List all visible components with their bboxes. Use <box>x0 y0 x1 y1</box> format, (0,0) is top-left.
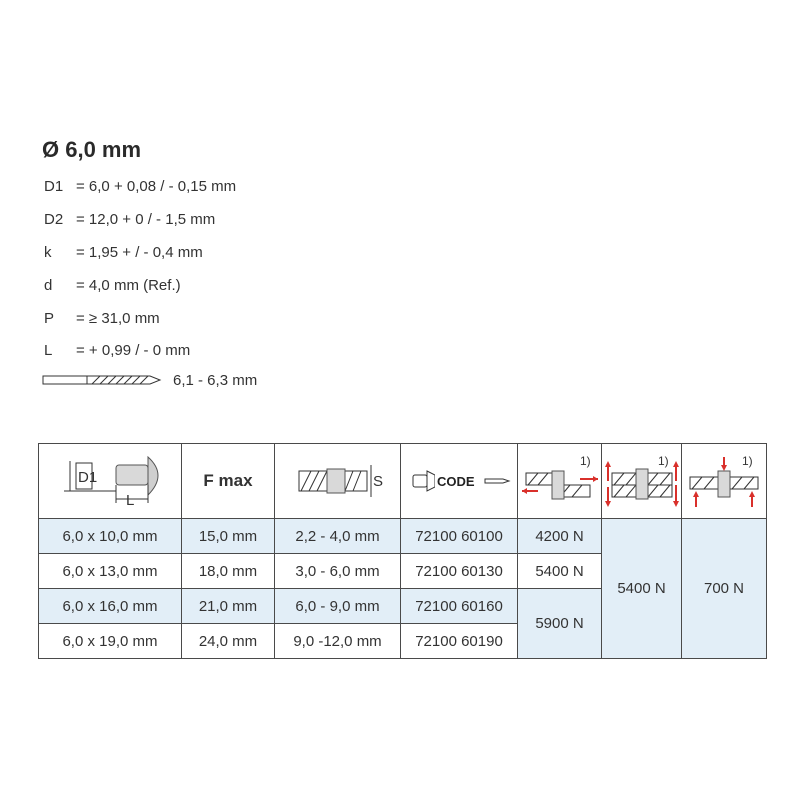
spec-symbol: D1 <box>44 178 64 195</box>
cell-shear: 5900 N <box>518 589 602 659</box>
spec-value: = + 0,99 / - 0 mm <box>76 342 191 359</box>
header-pullout-strength <box>682 444 767 519</box>
drill-diameter-value: 6,1 - 6,3 mm <box>173 372 258 389</box>
cell-code: 72100 60130 <box>401 554 518 589</box>
cell-fmax: 18,0 mm <box>182 554 275 589</box>
table-header-row <box>39 444 767 519</box>
cell-shear: 4200 N <box>518 519 602 554</box>
header-label-d1: D1 <box>78 469 98 486</box>
cell-fmax: 24,0 mm <box>182 624 275 659</box>
cell-grip-range: 6,0 - 9,0 mm <box>275 589 401 624</box>
tensile-force-icon <box>604 451 680 511</box>
cell-size: 6,0 x 19,0 mm <box>39 624 182 659</box>
rivet-dimension-icon <box>50 451 170 511</box>
header-label-code: CODE <box>437 474 475 489</box>
cell-grip-range: 9,0 -12,0 mm <box>275 624 401 659</box>
header-grip-range <box>275 444 401 519</box>
footnote-marker: 1) <box>579 454 591 468</box>
cell-code: 72100 60160 <box>401 589 518 624</box>
cell-shear: 5400 N <box>518 554 602 589</box>
header-fmax: F max <box>182 444 275 519</box>
footnote-marker: 1) <box>657 454 669 468</box>
header-rivet-dimensions <box>39 444 182 519</box>
cell-fmax: 21,0 mm <box>182 589 275 624</box>
footnote-marker: 1) <box>742 454 753 468</box>
header-label-s: S <box>372 473 383 490</box>
header-tensile-strength <box>602 444 682 519</box>
cell-grip-range: 3,0 - 6,0 mm <box>275 554 401 589</box>
header-shear-strength <box>518 444 602 519</box>
header-code <box>401 444 518 519</box>
spec-value: = 4,0 mm (Ref.) <box>76 277 181 294</box>
cell-size: 6,0 x 13,0 mm <box>39 554 182 589</box>
spec-value: = 6,0 + 0,08 / - 0,15 mm <box>76 178 237 195</box>
cell-code: 72100 60100 <box>401 519 518 554</box>
spec-value: = 1,95 + / - 0,4 mm <box>76 244 203 261</box>
cell-size: 6,0 x 16,0 mm <box>39 589 182 624</box>
rivet-code-icon <box>405 466 513 496</box>
cell-pullout: 700 N <box>682 519 767 659</box>
spec-symbol: d <box>44 277 53 294</box>
head-pullout-force-icon <box>686 451 762 511</box>
shear-force-icon <box>520 451 600 511</box>
cell-size: 6,0 x 10,0 mm <box>39 519 182 554</box>
spec-symbol: k <box>44 244 52 261</box>
cell-code: 72100 60190 <box>401 624 518 659</box>
cell-fmax: 15,0 mm <box>182 519 275 554</box>
spec-value: = ≥ 31,0 mm <box>76 310 160 327</box>
spec-symbol: L <box>44 342 53 359</box>
spec-symbol: P <box>44 310 55 327</box>
table-row <box>39 519 767 554</box>
page-title: Ø 6,0 mm <box>42 137 142 162</box>
cell-tensile: 5400 N <box>602 519 682 659</box>
spec-symbol: D2 <box>44 211 64 228</box>
header-label-l: L <box>126 492 135 509</box>
grip-range-icon <box>293 461 383 501</box>
rivet-spec-table <box>38 443 767 659</box>
spec-value: = 12,0 + 0 / - 1,5 mm <box>76 211 216 228</box>
cell-grip-range: 2,2 - 4,0 mm <box>275 519 401 554</box>
drill-bit-icon <box>42 373 162 387</box>
